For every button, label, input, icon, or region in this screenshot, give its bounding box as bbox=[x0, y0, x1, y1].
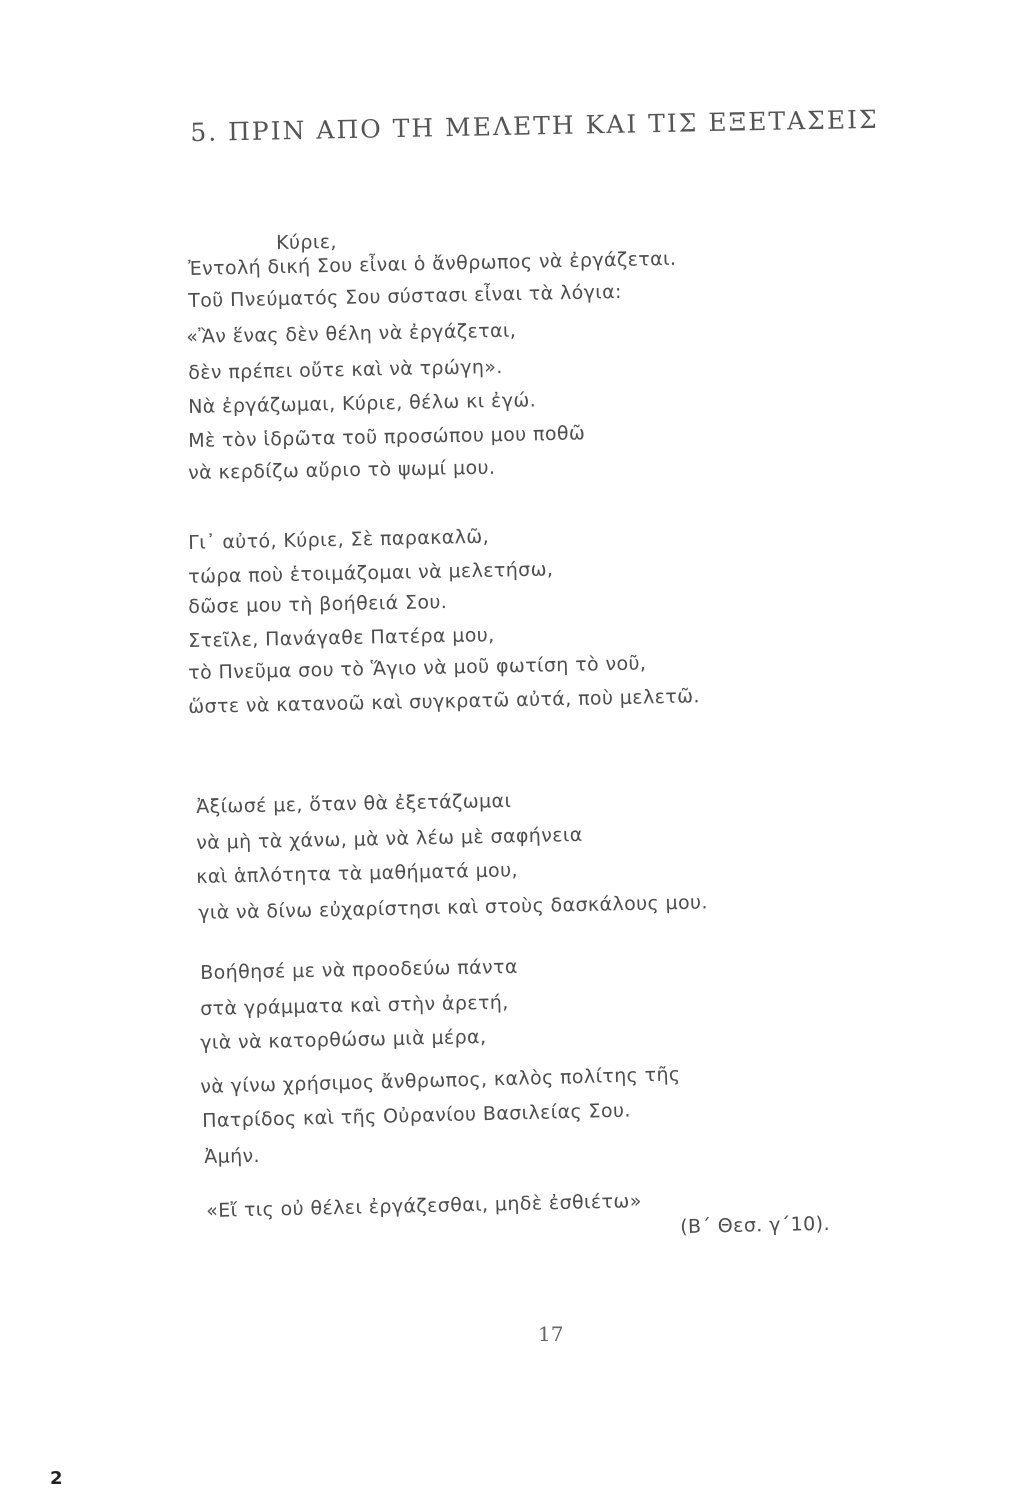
poem-line: Νὰ ἐργάζωμαι, Κύριε, θέλω κι ἐγώ. bbox=[188, 389, 537, 418]
poem-line: Ἀξίωσέ με, ὅταν θὰ ἐξετάζωμαι bbox=[196, 789, 512, 818]
poem-line: Βοήθησέ με νὰ προοδεύω πάντα bbox=[200, 955, 518, 984]
page-number: 17 bbox=[538, 1322, 564, 1346]
poem-line: γιὰ νὰ δίνω εὐχαρίστησι καὶ στοὺς δασκάλους μου. bbox=[198, 891, 709, 924]
poem-line: δὲν πρέπει οὔτε καὶ νὰ τρώγη». bbox=[188, 355, 503, 384]
poem-line: στὰ γράμματα καὶ στὴν ἀρετή, bbox=[200, 991, 509, 1020]
scripture-citation: (Β΄ Θεσ. γ΄10). bbox=[680, 1212, 831, 1238]
poem-line: δῶσε μου τὴ βοήθειά Σου. bbox=[188, 591, 448, 618]
poem-line: Στεῖλε, Πανάγαθε Πατέρα μου, bbox=[188, 624, 495, 652]
poem-line: γιὰ νὰ κατορθώσω μιὰ μέρα, bbox=[200, 1026, 487, 1054]
scripture-quote: «Εἴ τις οὐ θέλει ἐργάζεσθαι, μηδὲ ἐσθιέτω» bbox=[206, 1190, 642, 1222]
poem-line: τὸ Πνεῦμα σου τὸ Ἅγιο νὰ μοῦ φωτίση τὸ νοῦ, bbox=[188, 652, 647, 684]
poem-line: Ἐντολή δική Σου εἶναι ὁ ἄνθρωπος νὰ ἐργάζεται. bbox=[188, 247, 677, 280]
poem-line: Γι᾿ αὐτό, Κύριε, Σὲ παρακαλῶ, bbox=[188, 525, 490, 554]
poem-line: Τοῦ Πνεύματός Σου σύστασι εἶναι τὰ λόγια: bbox=[188, 280, 623, 312]
poem-line: Κύριε, bbox=[276, 230, 338, 254]
poem-line: ὥστε νὰ κατανοῶ καὶ συγκρατῶ αὐτά, ποὺ μελετῶ. bbox=[188, 685, 701, 718]
poem-line: νὰ γίνω χρήσιμος ἄνθρωπος, καλὸς πολίτης τῆς bbox=[200, 1063, 681, 1098]
poem-line: καὶ ἁπλότητα τὰ μαθήματά μου, bbox=[196, 859, 519, 888]
corner-mark: 2 bbox=[50, 1468, 63, 1489]
poem-line: «Ἂν ἕνας δὲν θέλη νὰ ἐργάζεται, bbox=[186, 319, 517, 348]
chapter-title: 5. ΠΡΙΝ ΑΠΟ ΤΗ ΜΕΛΕΤΗ ΚΑΙ ΤΙΣ ΕΞΕΤΑΣΕΙΣ bbox=[190, 104, 879, 147]
poem-line: νὰ κερδίζω αὔριο τὸ ψωμί μου. bbox=[188, 456, 496, 484]
poem-line: Πατρίδος καὶ τῆς Οὐρανίου Βασιλείας Σου. bbox=[202, 1099, 632, 1132]
poem-line: νὰ μὴ τὰ χάνω, μὰ νὰ λέω μὲ σαφήνεια bbox=[196, 823, 583, 854]
poem-line: Ἀμήν. bbox=[204, 1144, 261, 1168]
poem-line: τώρα ποὺ ἑτοιμάζομαι νὰ μελετήσω, bbox=[188, 558, 554, 588]
poem-line: Μὲ τὸν ἱδρῶτα τοῦ προσώπου μου ποθῶ bbox=[188, 422, 586, 452]
